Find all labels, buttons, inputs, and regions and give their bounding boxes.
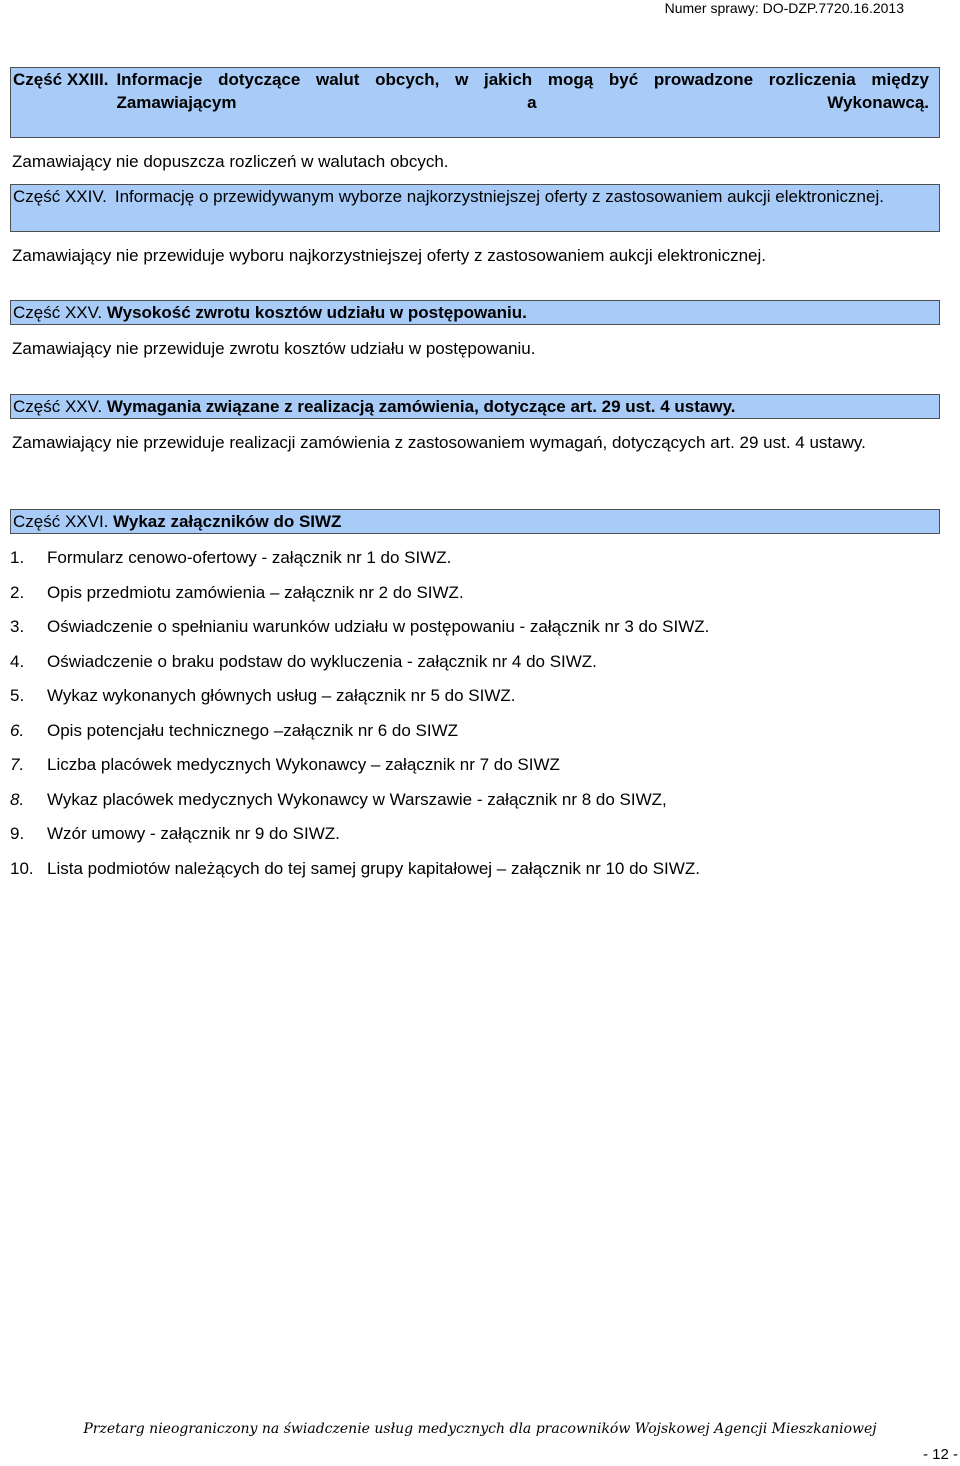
section-title: Wymagania związane z realizacją zamówienia, dotyczące art. 29 ust. 4 ustawy. xyxy=(106,397,736,416)
list-item xyxy=(10,788,940,823)
list-item xyxy=(10,684,940,719)
section-xxv-costs xyxy=(10,300,940,360)
section-xxv-requirements xyxy=(10,394,940,454)
item-text: Liczba placówek medycznych Wykonawcy – załącznik nr 7 do SIWZ xyxy=(47,755,560,774)
item-number: 8. xyxy=(10,789,25,809)
list-item xyxy=(10,822,940,857)
list-item xyxy=(10,581,940,616)
page-footer-text: Przetarg nieograniczony na świadczenie usług medycznych dla pracowników Wojskowej Agencji Mieszkaniowej xyxy=(83,1421,877,1437)
section-number: Część XXIII. xyxy=(13,70,109,89)
item-text: Opis potencjału technicznego –załącznik nr 6 do SIWZ xyxy=(47,720,459,740)
item-text: Wykaz placówek medycznych Wykonawcy w Warszawie - załącznik nr 8 do SIWZ, xyxy=(47,789,667,809)
section-heading xyxy=(10,300,940,325)
section-title: Informacje dotyczące walut obcych, w jakich mogą być prowadzone rozliczenia między Zamawiającym a Wykonawcą. xyxy=(116,70,929,112)
section-number: Część XXV. xyxy=(13,303,103,322)
item-text: Wykaz wykonanych głównych usług – załącznik nr 5 do SIWZ. xyxy=(47,686,516,705)
list-item xyxy=(10,546,940,581)
item-number: 7. xyxy=(10,755,25,774)
section-heading xyxy=(10,394,940,419)
item-number: 6. xyxy=(10,720,25,740)
section-xxiv xyxy=(10,184,940,267)
list-item xyxy=(10,615,940,650)
list-item xyxy=(10,650,940,685)
item-text: Opis przedmiotu zamówienia – załącznik nr 2 do SIWZ. xyxy=(47,582,464,602)
item-text: Oświadczenie o spełnianiu warunków udziału w postępowaniu - załącznik nr 3 do SIWZ. xyxy=(47,617,710,636)
section-number: Część XXIV. xyxy=(13,187,107,206)
section-text: Zamawiający nie dopuszcza rozliczeń w walutach obcych. xyxy=(12,152,449,171)
item-number: 1. xyxy=(10,548,25,567)
section-text: Zamawiający nie przewiduje realizacji zamówienia z zastosowaniem wymagań, dotyczących art. 29 ust. 4 ustawy. xyxy=(12,433,866,452)
section-xxvi xyxy=(10,509,940,534)
section-xxiii xyxy=(10,67,940,173)
case-number: Numer sprawy: DO-DZP.7720.16.2013 xyxy=(664,0,904,16)
section-number: Część XXVI. xyxy=(13,512,109,531)
list-item xyxy=(10,753,940,788)
item-text: Wzór umowy - załącznik nr 9 do SIWZ. xyxy=(47,824,340,843)
section-title: Wykaz załączników do SIWZ xyxy=(113,512,342,531)
item-number: 2. xyxy=(10,582,25,602)
list-item xyxy=(10,719,940,754)
item-text: Formularz cenowo-ofertowy - załącznik nr 1 do SIWZ. xyxy=(47,548,452,567)
section-title: Informację o przewidywanym wyborze najkorzystniejszej oferty z zastosowaniem aukcji elektronicznej. xyxy=(114,187,884,206)
section-text: Zamawiający nie przewiduje wyboru najkorzystniejszej oferty z zastosowaniem aukcji elektronicznej. xyxy=(12,246,766,265)
section-number: Część XXV. xyxy=(13,397,103,416)
item-number: 5. xyxy=(10,686,25,705)
list-item xyxy=(10,857,940,892)
item-number: 4. xyxy=(10,651,25,671)
section-title: Wysokość zwrotu kosztów udziału w postępowaniu. xyxy=(106,303,527,322)
page-number: - 12 - xyxy=(922,1446,958,1463)
item-text: Lista podmiotów należących do tej samej grupy kapitałowej – załącznik nr 10 do SIWZ. xyxy=(47,858,700,878)
attachments-list xyxy=(10,546,940,891)
item-number: 10. xyxy=(10,858,34,878)
section-heading xyxy=(10,184,940,232)
item-text: Oświadczenie o braku podstaw do wykluczenia - załącznik nr 4 do SIWZ. xyxy=(47,651,597,671)
section-heading xyxy=(10,509,940,534)
section-heading xyxy=(10,67,940,138)
section-text: Zamawiający nie przewiduje zwrotu kosztów udziału w postępowaniu. xyxy=(12,339,536,358)
item-number: 3. xyxy=(10,617,25,636)
item-number: 9. xyxy=(10,824,25,843)
